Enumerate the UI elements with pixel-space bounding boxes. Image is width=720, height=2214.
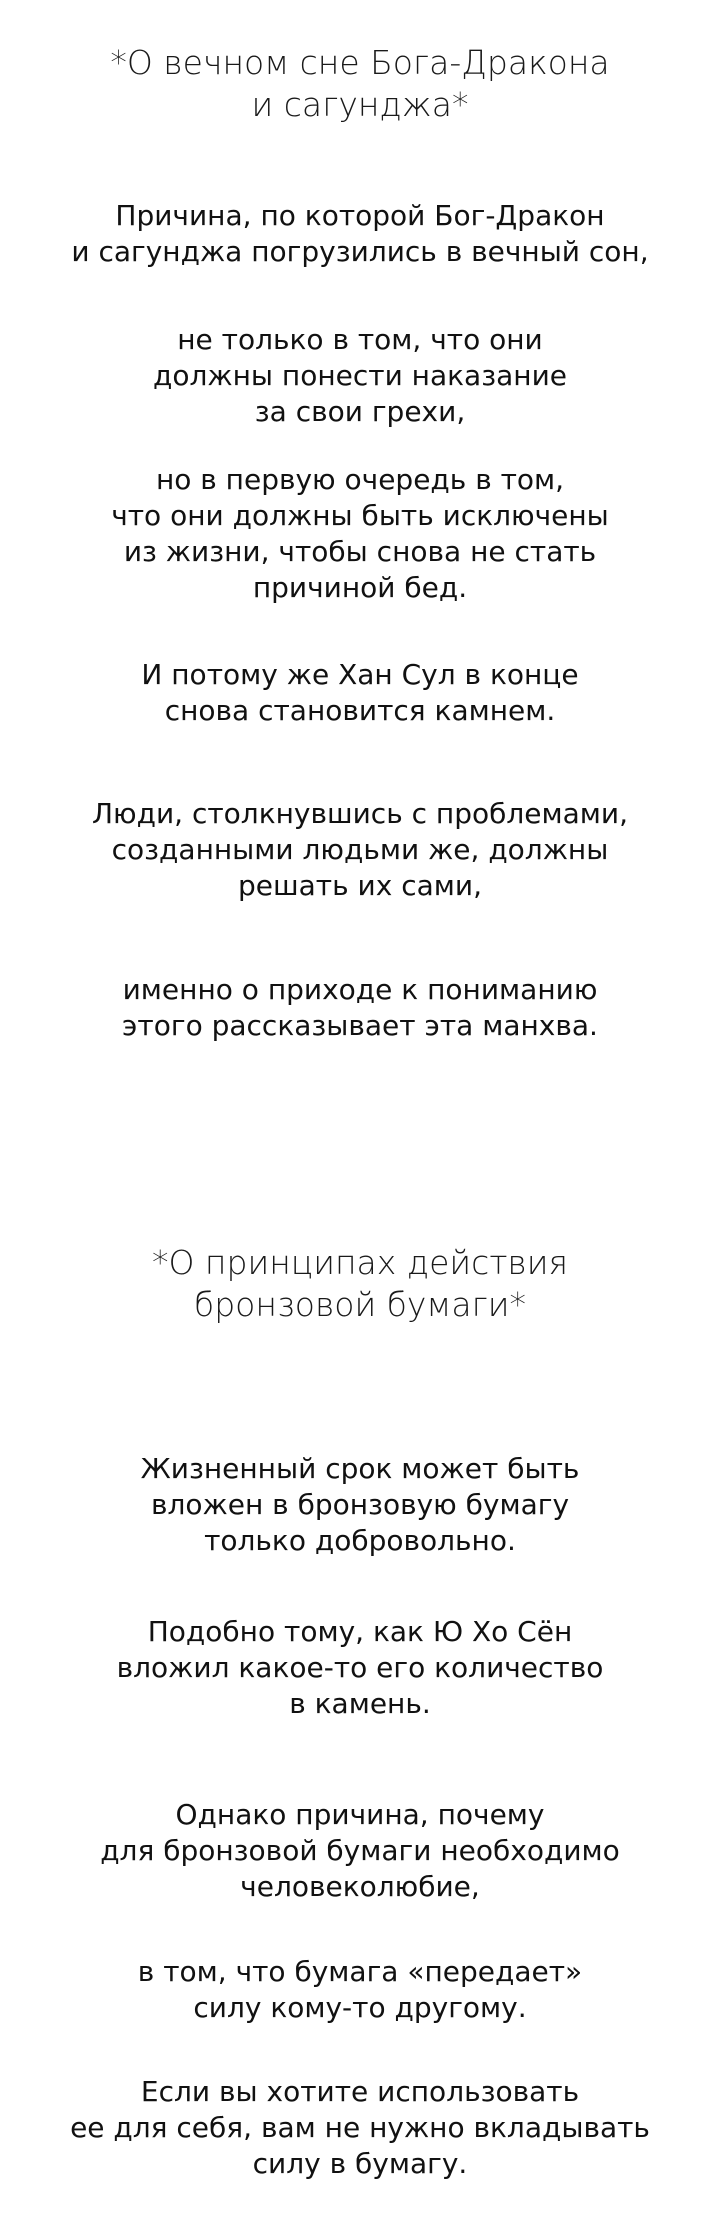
text-line: силу кому-то другому. (193, 1991, 527, 2024)
text-line: силу в бумагу. (252, 2147, 468, 2180)
text-line: вложил какое-то его количество (116, 1651, 604, 1684)
paragraph (0, 1797, 720, 1905)
text-line: только добровольно. (204, 1524, 516, 1557)
text-line: вложен в бронзовую бумагу (150, 1488, 570, 1521)
text-line: этого рассказывает эта манхва. (122, 1009, 598, 1042)
text-line: И потому же Хан Сул в конце (141, 658, 579, 691)
text-line: Однако причина, почему (175, 1798, 545, 1831)
text-line: но в первую очередь в том, (155, 463, 565, 496)
text-line: снова становится камнем. (164, 694, 556, 727)
text-line: для бронзовой бумаги необходимо (100, 1834, 620, 1867)
text-line: человеколюбие, (240, 1870, 480, 1903)
text-line: в том, что бумага «передает» (137, 1955, 583, 1988)
text-line: в камень. (289, 1687, 431, 1720)
text-line: что они должны быть исключены (111, 499, 609, 532)
text-line: должны понести наказание (152, 359, 567, 392)
text-line: из жизни, чтобы снова не стать (123, 535, 597, 568)
paragraph (0, 1451, 720, 1559)
heading-line: бронзовой бумаги* (194, 1285, 526, 1324)
text-line: за свои грехи, (254, 395, 466, 428)
paragraph (0, 657, 720, 729)
heading-line: и сагунджа* (251, 85, 469, 124)
text-line: Люди, столкнувшись с проблемами, (91, 797, 629, 830)
section-1-heading (0, 42, 720, 126)
text-line: причиной бед. (252, 571, 468, 604)
paragraph (0, 2074, 720, 2182)
paragraph (0, 462, 720, 606)
text-line: Подобно тому, как Ю Хо Сён (147, 1615, 573, 1648)
paragraph (0, 1614, 720, 1722)
section-2-heading (0, 1242, 720, 1326)
text-line: созданными людьми же, должны (111, 833, 609, 866)
heading-line: *О принципах действия (151, 1243, 569, 1282)
paragraph (0, 198, 720, 270)
paragraph (0, 796, 720, 904)
text-line: решать их сами, (238, 869, 482, 902)
text-line: ее для себя, вам не нужно вкладывать (70, 2111, 650, 2144)
text-line: Если вы хотите использовать (140, 2075, 580, 2108)
paragraph (0, 322, 720, 430)
text-line: именно о приходе к пониманию (122, 973, 598, 1006)
text-line: и сагунджа погрузились в вечный сон, (71, 235, 649, 268)
text-line: не только в том, что они (177, 323, 543, 356)
text-line: Причина, по которой Бог-Дракон (115, 199, 605, 232)
paragraph (0, 1954, 720, 2026)
text-line: Жизненный срок может быть (140, 1452, 580, 1485)
heading-line: *О вечном сне Бога-Дракона (110, 43, 610, 82)
paragraph (0, 972, 720, 1044)
